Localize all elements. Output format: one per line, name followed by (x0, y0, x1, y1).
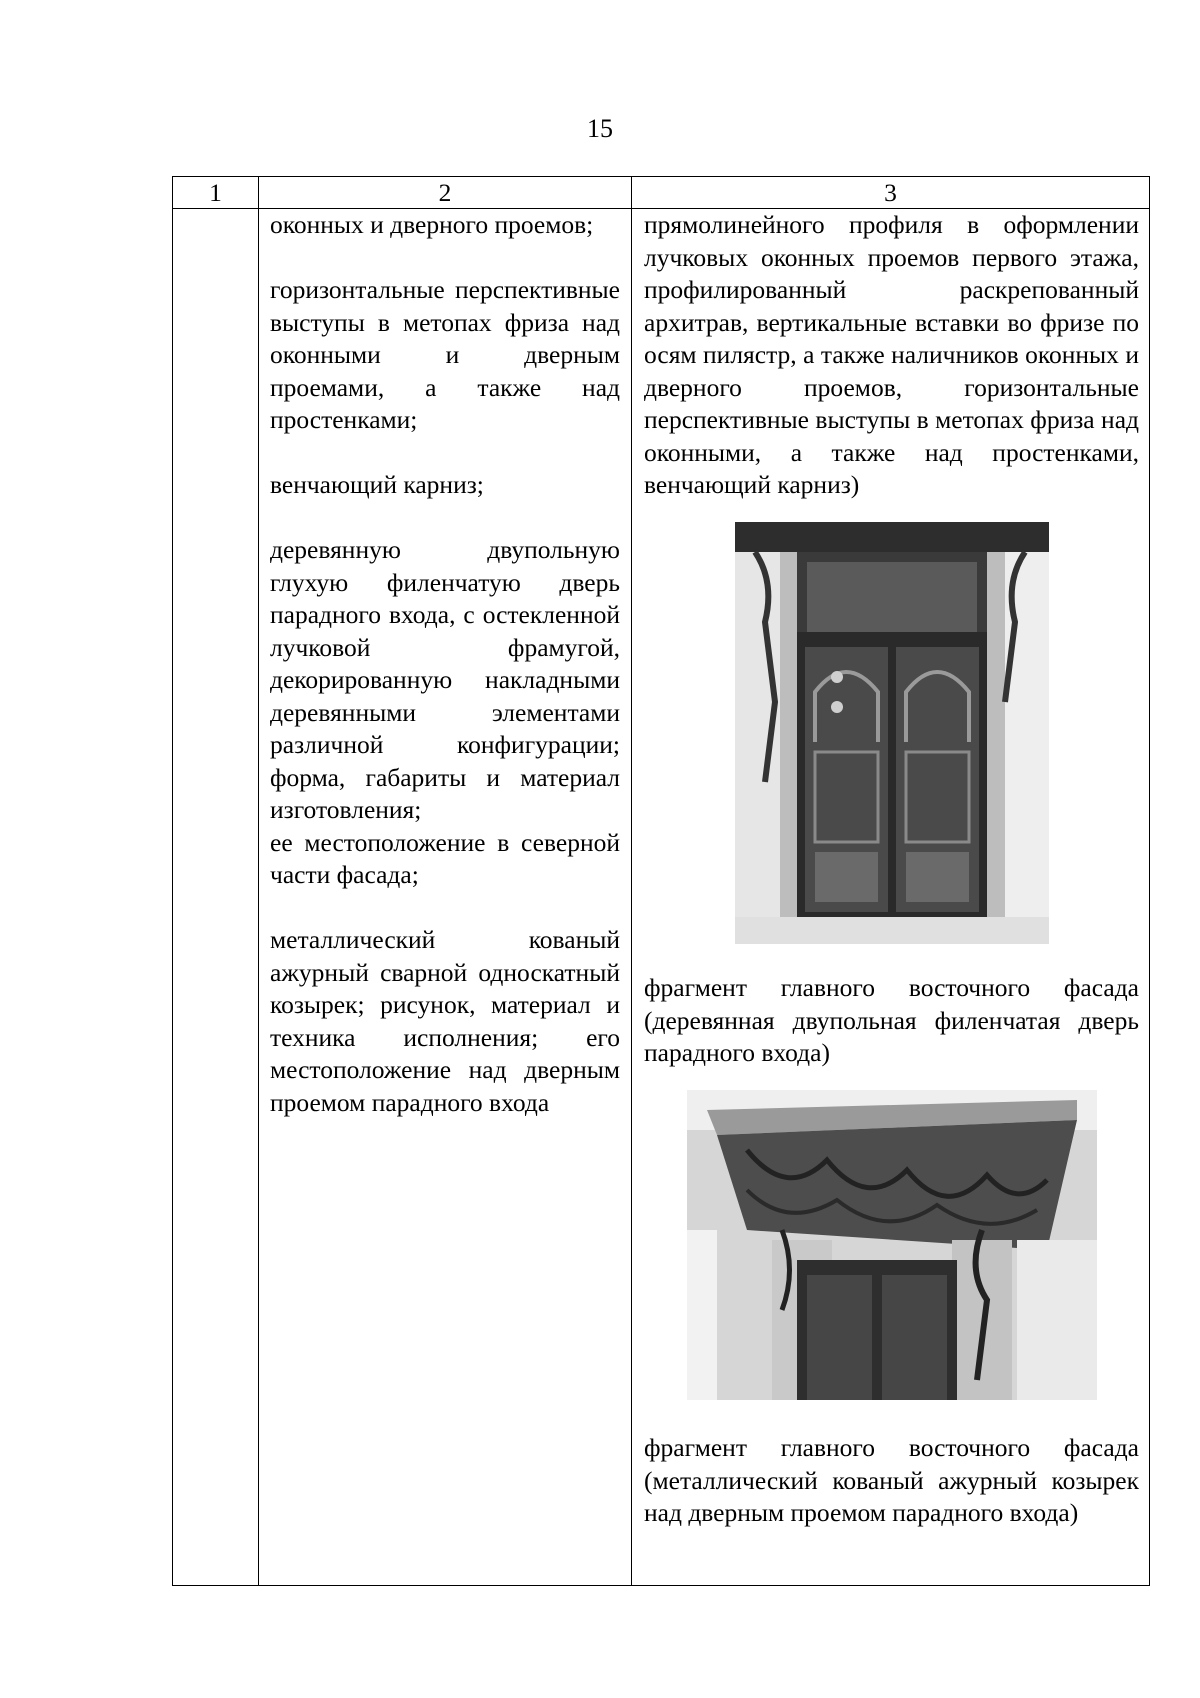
subject-paragraph: деревянную двупольную глухую филенчатую дверь парадного входа, с остекленной лучковой фрамугой, декорированную накладными деревянными элементами различной конфигурации; форма, габариты и материал изготовления; (270, 535, 620, 824)
cell-col-2 (259, 209, 632, 1586)
photo-caption: фрагмент главного восточного фасада (металлический кованый ажурный козырек над дверным проемом парадного входа) (644, 1433, 1139, 1527)
door-photo (644, 522, 1139, 953)
subject-paragraph: металлический кованый ажурный сварной односкатный козырек; рисунок, материал и техника исполнения; его местоположение над дверным проемом парадного входа (270, 925, 620, 1117)
photo-caption: фрагмент главного восточного фасада (деревянная двупольная филенчатая дверь парадного входа) (644, 973, 1139, 1067)
cell-col-3 (632, 209, 1150, 1586)
subject-paragraph: оконных и дверного проемов; (270, 210, 594, 239)
subject-paragraph: ее местоположение в северной части фасада; (270, 827, 620, 889)
page-number: 15 (587, 114, 613, 143)
table-header-row (173, 177, 1150, 209)
description-paragraph: прямолинейного профиля в оформлении лучковых оконных проемов первого этажа, профилированный раскрепованный архитрав, вертикальные вставки во фризе по осям пилястр, а также наличников оконных и дверного проемов, горизонтальные перспективные выступы в метопах фриза над оконными, а также над простенками, венчающий карниз) (644, 210, 1139, 499)
subject-paragraph: горизонтальные перспективные выступы в метопах фриза над оконными и дверным проемами, а также над простенками; (270, 275, 620, 434)
door-photo-icon (735, 522, 1049, 944)
table-row (173, 209, 1150, 1586)
cell-col-1 (173, 209, 259, 1586)
header-col-3: 3 (632, 177, 1150, 209)
canopy-photo-icon (687, 1090, 1097, 1400)
subject-paragraph: венчающий карниз; (270, 470, 484, 499)
monument-table (172, 176, 1150, 1586)
header-col-1: 1 (173, 177, 259, 209)
header-col-2: 2 (259, 177, 632, 209)
canopy-photo (644, 1090, 1139, 1409)
